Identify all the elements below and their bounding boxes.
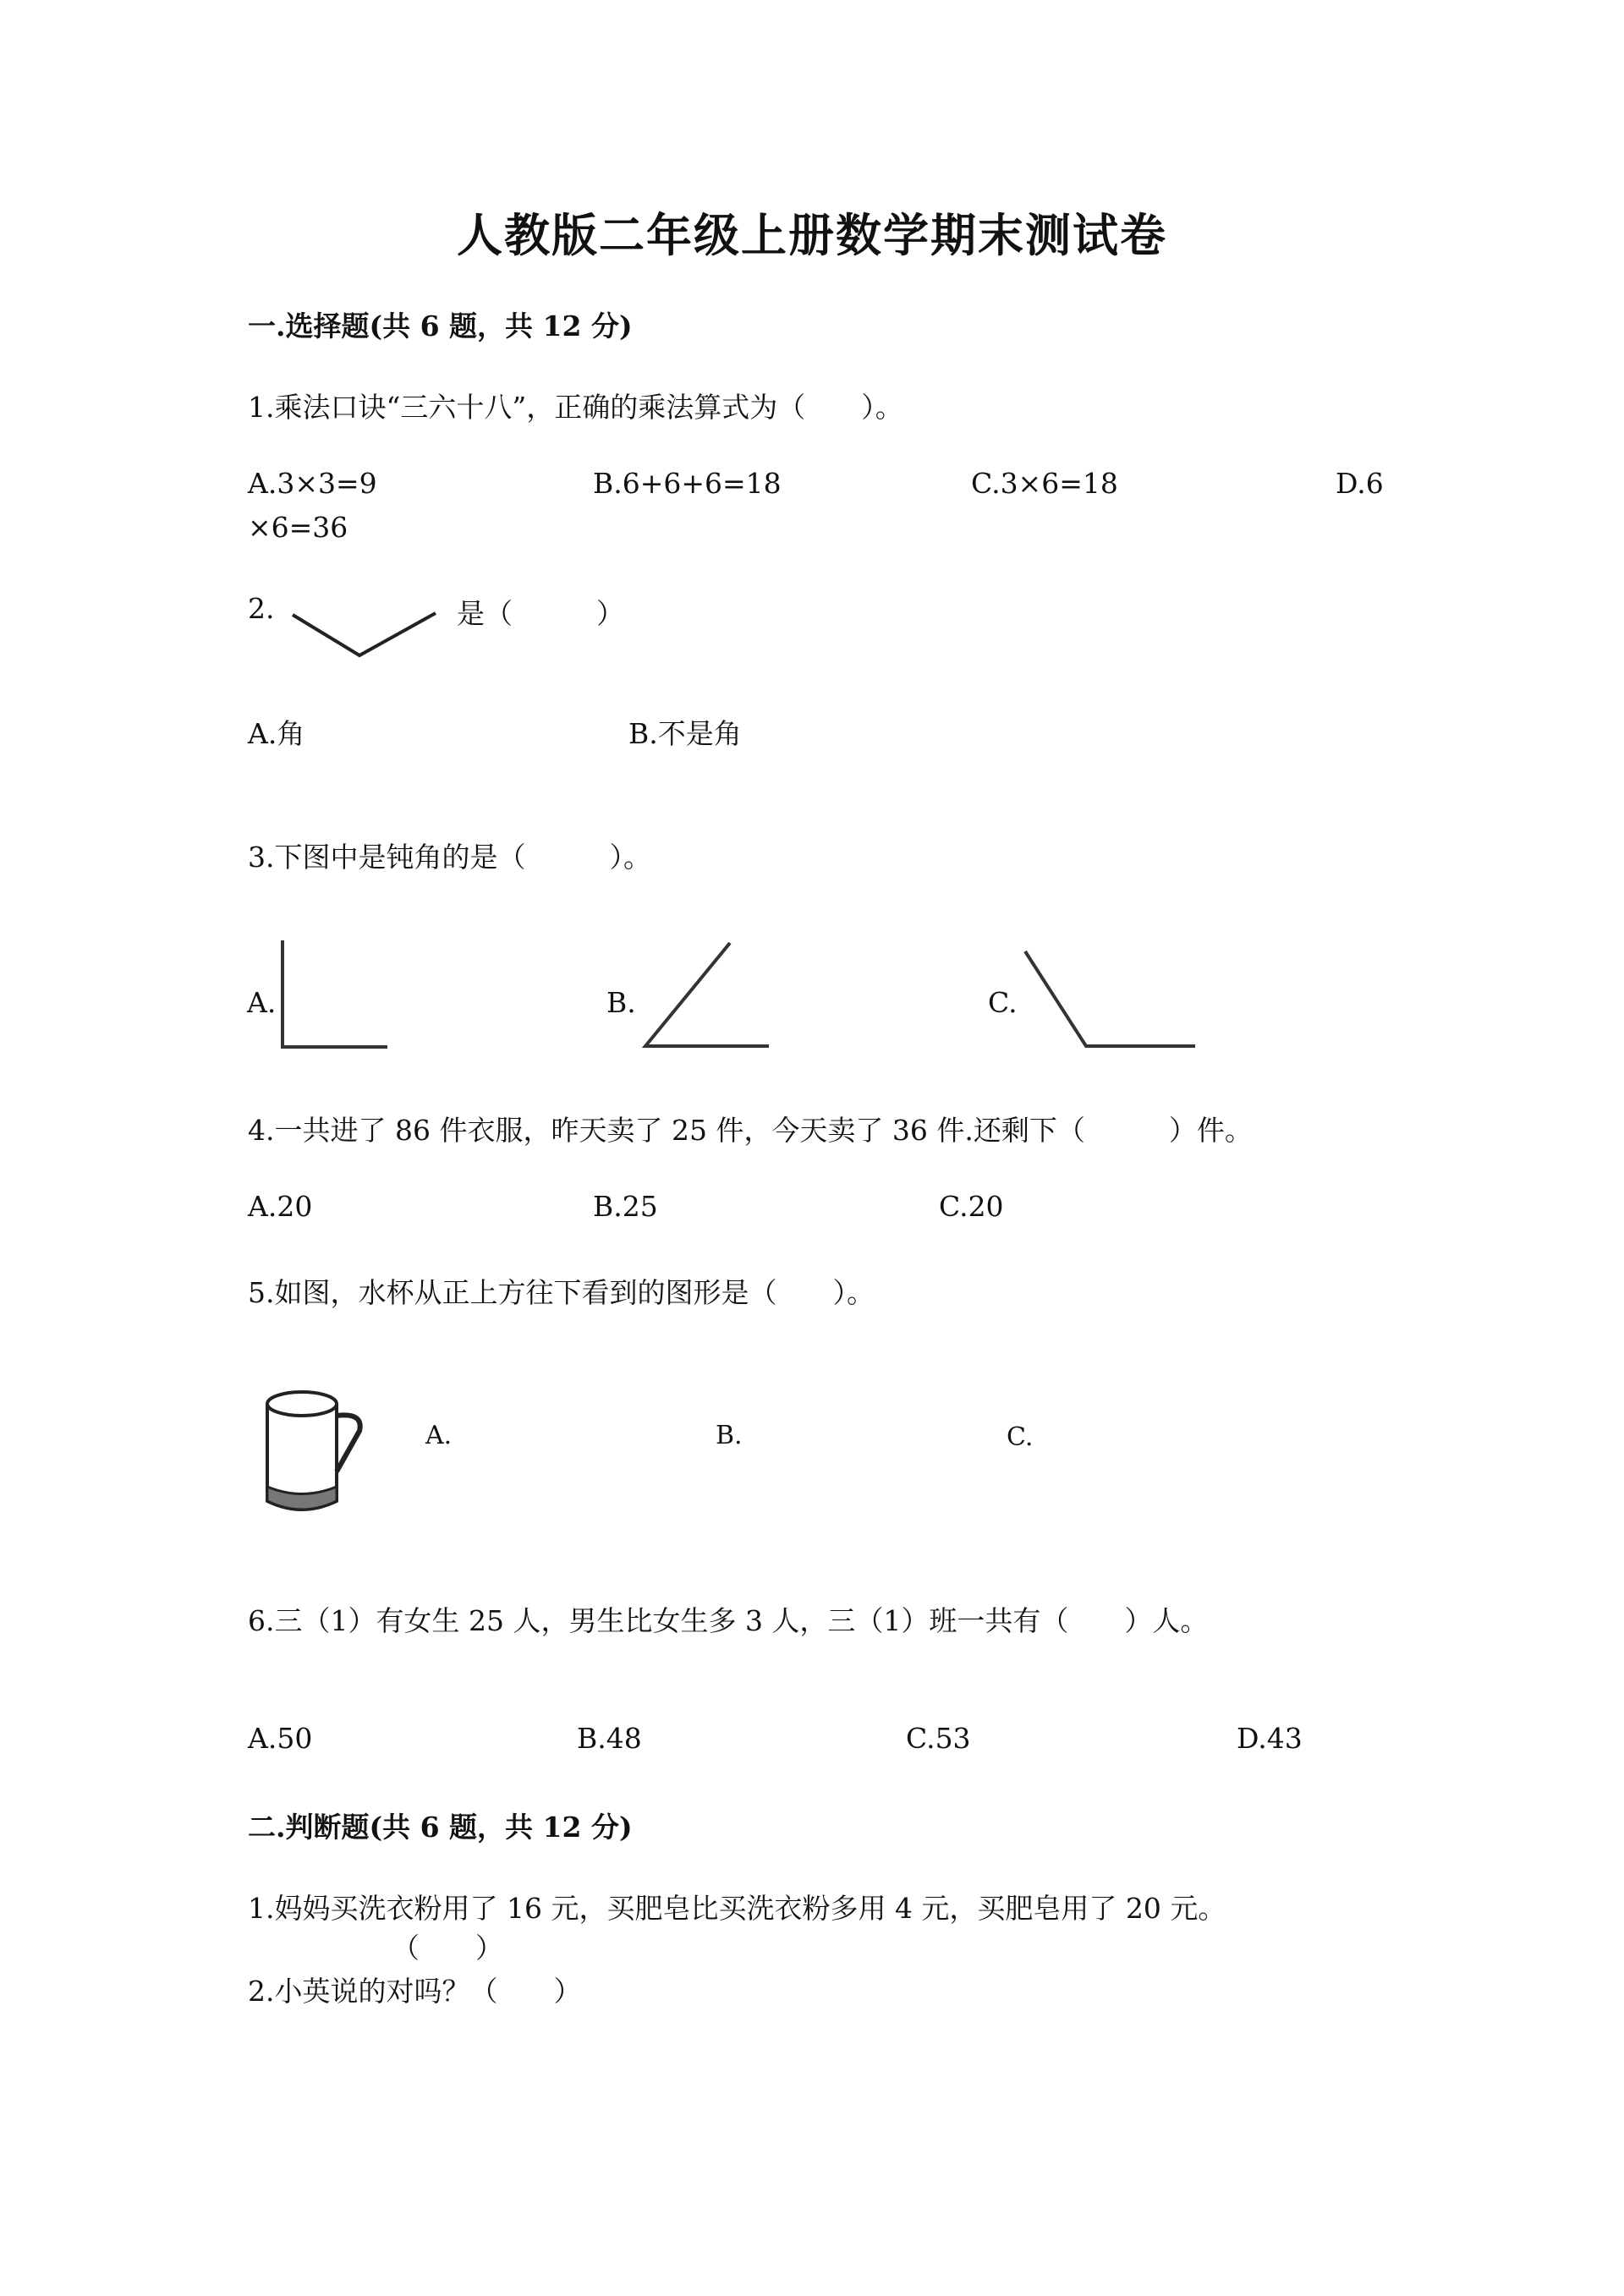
judgment-1-answer-paren: （ ） — [392, 1932, 503, 1964]
question-3-option-c: C. — [988, 986, 1018, 1019]
v-shape-figure — [288, 605, 440, 655]
judgment-1-stem: 1.妈妈买洗衣粉用了 16 元，买肥皂比买洗衣粉多用 4 元，买肥皂用了 20 元。 — [248, 1892, 1226, 1925]
section-header-true-false: 二.判断题(共 6 题，共 12 分) — [248, 1811, 633, 1844]
question-4-stem: 4.一共进了 86 件衣服，昨天卖了 25 件，今天卖了 36 件.还剩下（ ）件。 — [248, 1114, 1253, 1147]
page-title: 人教版二年级上册数学期末测试卷 — [457, 208, 1167, 262]
question-2-option-a: A.角 — [248, 717, 305, 750]
mug-reference-figure — [267, 1392, 360, 1510]
acute-angle-figure — [645, 943, 769, 1046]
right-angle-figure — [283, 940, 387, 1047]
question-6-stem: 6.三（1）有女生 25 人，男生比女生多 3 人，三（1）班一共有（ ）人。 — [248, 1604, 1209, 1637]
question-1-option-d: D.6 — [1336, 467, 1384, 500]
obtuse-angle-figure — [1025, 951, 1195, 1046]
question-6-option-d: D.43 — [1237, 1722, 1303, 1755]
question-5-option-b: B. — [716, 1421, 743, 1450]
question-2-number: 2. — [248, 592, 275, 625]
question-3-option-a: A. — [247, 986, 277, 1019]
question-1-stem: 1.乘法口诀“三六十八”，正确的乘法算式为（ ）。 — [248, 391, 903, 424]
question-4-option-b: B.25 — [593, 1190, 658, 1223]
question-5-option-a: A. — [425, 1421, 453, 1450]
question-2-stem: 是（ ） — [457, 597, 624, 630]
question-5-option-c: C. — [1007, 1422, 1034, 1452]
question-6-option-c: C.53 — [906, 1722, 971, 1755]
question-1-option-d-wrap: ×6=36 — [248, 511, 348, 544]
question-4-option-c: C.20 — [939, 1190, 1004, 1223]
question-1-option-c: C.3×6=18 — [971, 467, 1118, 500]
question-2-option-b: B.不是角 — [628, 717, 742, 750]
question-6-option-b: B.48 — [577, 1722, 642, 1755]
question-5-stem: 5.如图，水杯从正上方往下看到的图形是（ ）。 — [248, 1276, 875, 1309]
angle-figures — [0, 930, 1624, 1099]
question-6-option-a: A.50 — [248, 1722, 313, 1755]
question-1-option-a: A.3×3=9 — [248, 467, 377, 500]
question-4-option-a: A.20 — [248, 1190, 313, 1223]
question-3-stem: 3.下图中是钝角的是（ ）。 — [248, 841, 651, 874]
question-3-option-b: B. — [606, 986, 636, 1019]
judgment-2-stem: 2.小英说的对吗？（ ） — [248, 1975, 582, 2008]
section-header-multiple-choice: 一.选择题(共 6 题，共 12 分) — [248, 310, 633, 342]
mug-figures — [0, 1378, 1624, 1531]
question-1-option-b: B.6+6+6=18 — [593, 467, 782, 500]
